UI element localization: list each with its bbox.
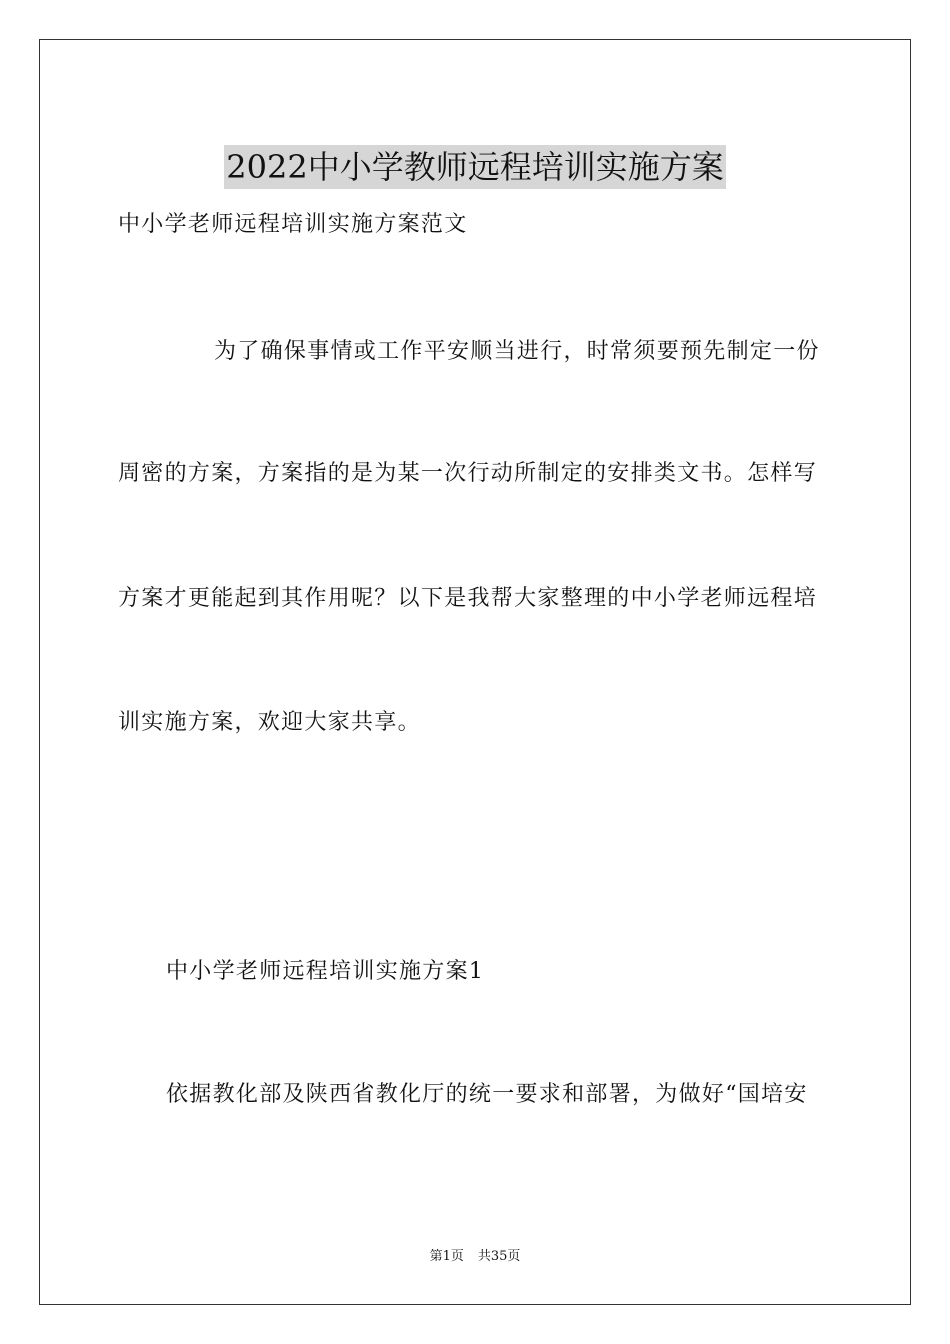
title-container — [0, 124, 950, 211]
intro-line-4: 训实施方案，欢迎大家共享。 — [118, 710, 421, 735]
page-total: 共35页 — [477, 1249, 521, 1264]
document-title: 2022中小学教师远程培训实施方案 — [224, 145, 725, 189]
intro-line-1: 为了确保事情或工作平安顺当进行，时常须要预先制定一份 — [214, 339, 820, 364]
section-line-1: 依据教化部及陕西省教化厅的统一要求和部署，为做好“国培安 — [166, 1082, 808, 1107]
page-footer — [0, 1248, 950, 1266]
intro-line-3: 方案才更能起到其作用呢？以下是我帮大家整理的中小学老师远程培 — [118, 586, 818, 611]
intro-line-2: 周密的方案，方案指的是为某一次行动所制定的安排类文书。怎样写 — [118, 461, 818, 486]
document-subtitle: 中小学老师远程培训实施方案范文 — [118, 212, 468, 237]
section-heading: 中小学老师远程培训实施方案1 — [166, 959, 485, 984]
page-number: 第1页 — [429, 1249, 464, 1264]
